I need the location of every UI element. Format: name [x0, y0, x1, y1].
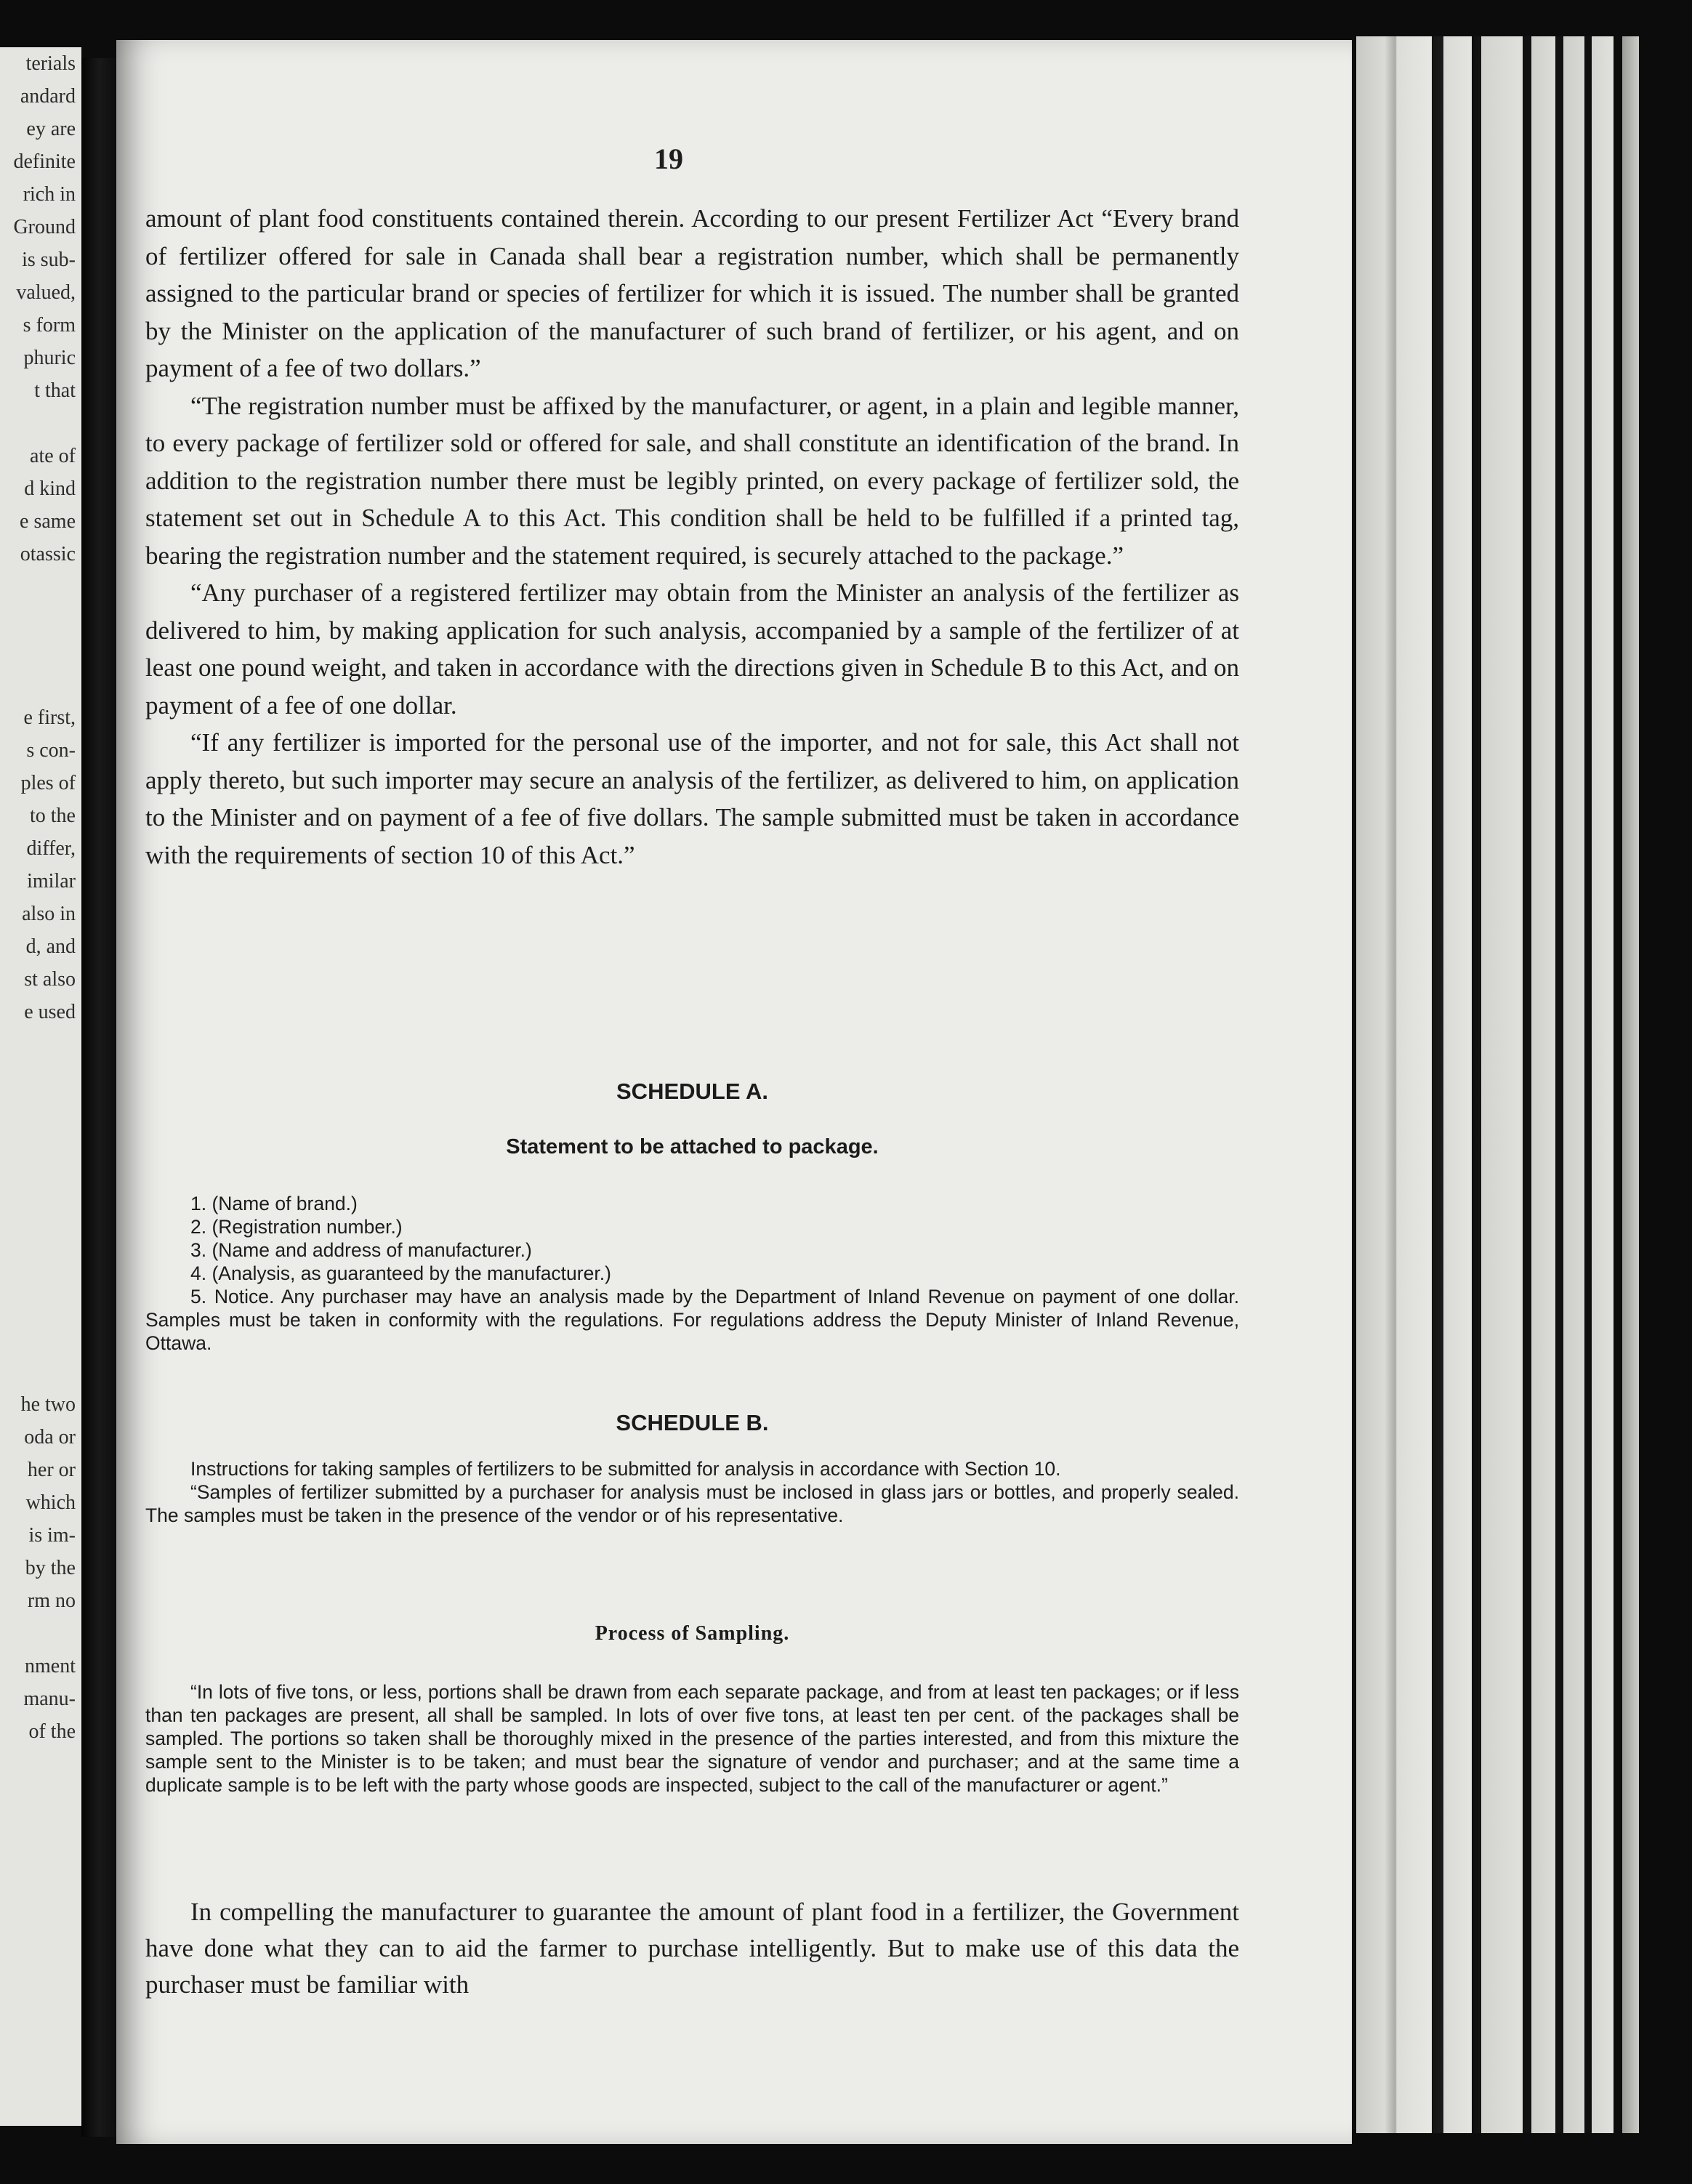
- facing-page-line: [0, 1159, 76, 1192]
- facing-page-line: definite: [13, 150, 76, 173]
- facing-page-line: rich in: [23, 183, 76, 206]
- facing-page-line: [0, 407, 76, 440]
- schedule-item: 4. (Analysis, as guaranteed by the manufacturer.): [190, 1262, 611, 1284]
- facing-page-line: of the: [28, 1720, 76, 1743]
- facing-page-line: ey are: [26, 118, 76, 140]
- facing-page-line: terials: [25, 52, 76, 75]
- schedule-a-title: SCHEDULE A.: [616, 1079, 768, 1104]
- facing-page-line: rm no: [27, 1589, 76, 1612]
- paragraph: “Any purchaser of a registered fertilizer may obtain from the Minister an analysis of the fertilizer as delivered to him, by making application for such analysis, accompanied by a sample of the fertilizer of at least one pound weight, and taken in accordance with the directions given in Schedule B to this Act, and on payment of a fee of one dollar.: [145, 579, 1239, 720]
- closing-text: [145, 1894, 1239, 2003]
- paragraph: “The registration number must be affixed by the manufacturer, or agent, in a plain and legible manner, to every package of fertilizer sold or offered for sale, and shall constitute an identification of the brand. In addition to the registration number there must be legibly printed, on every package of fertilizer sold, the statement set out in Schedule A to this Act. This condition shall be held to be fulfilled if a printed tag, bearing the registration number and the statement required, is securely attached to the package.”: [145, 391, 1239, 570]
- facing-page-line: nment: [25, 1655, 76, 1677]
- facing-page-text: [0, 47, 76, 1748]
- schedule-a-subtitle: Statement to be attached to package.: [506, 1135, 879, 1159]
- facing-page-line: [0, 1225, 76, 1257]
- facing-page-line: [0, 603, 76, 636]
- schedule-notice: 5. Notice. Any purchaser may have an analysis made by the Department of Inland Revenue on payment of one dollar. Samples must be taken in conformity with the regulations. For regulations address the Deputy Minister of Inland Revenue, Ottawa.: [145, 1286, 1239, 1354]
- facing-page-line: phuric: [23, 347, 76, 369]
- facing-page-line: [0, 571, 76, 603]
- facing-page-line: e same: [20, 510, 76, 533]
- facing-page-line: Ground: [13, 216, 76, 238]
- paragraph: Instructions for taking samples of fertilizers to be submitted for analysis in accordance with Section 10.: [190, 1458, 1061, 1480]
- process-title: Process of Sampling.: [595, 1622, 790, 1645]
- facing-page-line: [0, 1257, 76, 1290]
- facing-page-line: is sub-: [22, 249, 76, 271]
- schedule-a-items: [145, 1192, 1239, 1355]
- facing-page-line: [0, 1127, 76, 1159]
- page-number: 19: [654, 142, 683, 175]
- facing-page-line: ate of: [30, 445, 76, 467]
- paragraph: “If any fertilizer is imported for the personal use of the importer, and not for sale, this Act shall not apply thereto, but such importer may secure an analysis of the fertilizer, as delivered to him, on application to the Minister and on payment of a fee of five dollars. The sample submitted must be taken in accordance with the requirements of section 10 of this Act.”: [145, 728, 1239, 869]
- schedule-b-text: [145, 1457, 1239, 1527]
- schedule-b-title: SCHEDULE B.: [616, 1410, 769, 1435]
- facing-page-fragment: [0, 47, 81, 2126]
- facing-page-line: imilar: [27, 870, 76, 892]
- facing-page-line: he two: [20, 1393, 76, 1416]
- schedule-item: 3. (Name and address of manufacturer.): [190, 1239, 532, 1261]
- schedule-item: 1. (Name of brand.): [190, 1193, 358, 1214]
- facing-page-line: [0, 1290, 76, 1323]
- facing-page-line: otassic: [20, 543, 76, 565]
- facing-page-line: s form: [23, 314, 76, 337]
- facing-page-line: [0, 636, 76, 669]
- facing-page-line: [0, 1192, 76, 1225]
- facing-page-line: d kind: [24, 478, 76, 500]
- schedule-item: 2. (Registration number.): [190, 1216, 403, 1238]
- facing-page-line: valued,: [16, 281, 76, 304]
- paragraph: “Samples of fertilizer submitted by a purchaser for analysis must be inclosed in glass jars or bottles, and properly sealed. The samples must be taken in the presence of the vendor or of his representative.: [145, 1481, 1239, 1526]
- facing-page-line: [0, 1028, 76, 1061]
- paragraph: In compelling the manufacturer to guarantee the amount of plant food in a fertilizer, the Government have done what they can to aid the farmer to purchase intelligently. But to make use of this data the purchaser must be familiar with: [145, 1898, 1239, 1999]
- facing-page-line: [0, 1094, 76, 1127]
- facing-page-line: s con-: [26, 739, 76, 762]
- facing-page-line: ples of: [20, 772, 76, 794]
- process-text: [145, 1680, 1239, 1797]
- facing-page-line: manu-: [23, 1688, 76, 1710]
- facing-page-line: oda or: [24, 1426, 76, 1448]
- facing-page-line: e used: [24, 1001, 76, 1023]
- facing-page-line: differ,: [26, 837, 76, 860]
- facing-page-line: her or: [27, 1459, 76, 1481]
- facing-page-line: e first,: [23, 706, 76, 729]
- paragraph: amount of plant food constituents contained therein. According to our present Fertilizer Act “Every brand of fertilizer offered for sale in Canada shall bear a registration number, which shall be permanently assigned to the particular brand or species of fertilizer for which it is issued. The number shall be granted by the Minister on the application of the manufacturer of such brand of fertilizer, or his agent, and on payment of a fee of two dollars.”: [145, 204, 1239, 382]
- facing-page-line: t that: [34, 379, 76, 402]
- facing-page-line: d, and: [25, 935, 76, 958]
- facing-page-line: which: [25, 1491, 76, 1514]
- facing-page-line: [0, 1323, 76, 1355]
- page-edges: [1352, 36, 1657, 2133]
- facing-page-line: by the: [25, 1557, 76, 1579]
- facing-page-line: [0, 1617, 76, 1650]
- facing-page-line: [0, 669, 76, 701]
- facing-page-line: to the: [30, 805, 76, 827]
- facing-page-line: [0, 1355, 76, 1388]
- book-binding: [81, 58, 121, 2137]
- facing-page-line: also in: [22, 903, 76, 925]
- facing-page-line: is im-: [28, 1524, 76, 1547]
- facing-page-line: [0, 1061, 76, 1094]
- body-text: [145, 200, 1239, 874]
- facing-page-line: andard: [20, 85, 76, 108]
- paragraph: “In lots of five tons, or less, portions shall be drawn from each separate package, and from at least ten packages; or if less than ten packages are present, all shall be sampled. In lots of over five tons, at least ten per cent. of the packages shall be sampled. The portions so taken shall be thoroughly mixed in the presence of the parties interested, and from this mixture the sample sent to the Minister is to be taken; and must bear the signature of vendor and purchaser; and at the same time a duplicate sample is to be left with the party whose goods are inspected, subject to the call of the manufacturer or agent.”: [145, 1681, 1239, 1796]
- facing-page-line: st also: [24, 968, 76, 991]
